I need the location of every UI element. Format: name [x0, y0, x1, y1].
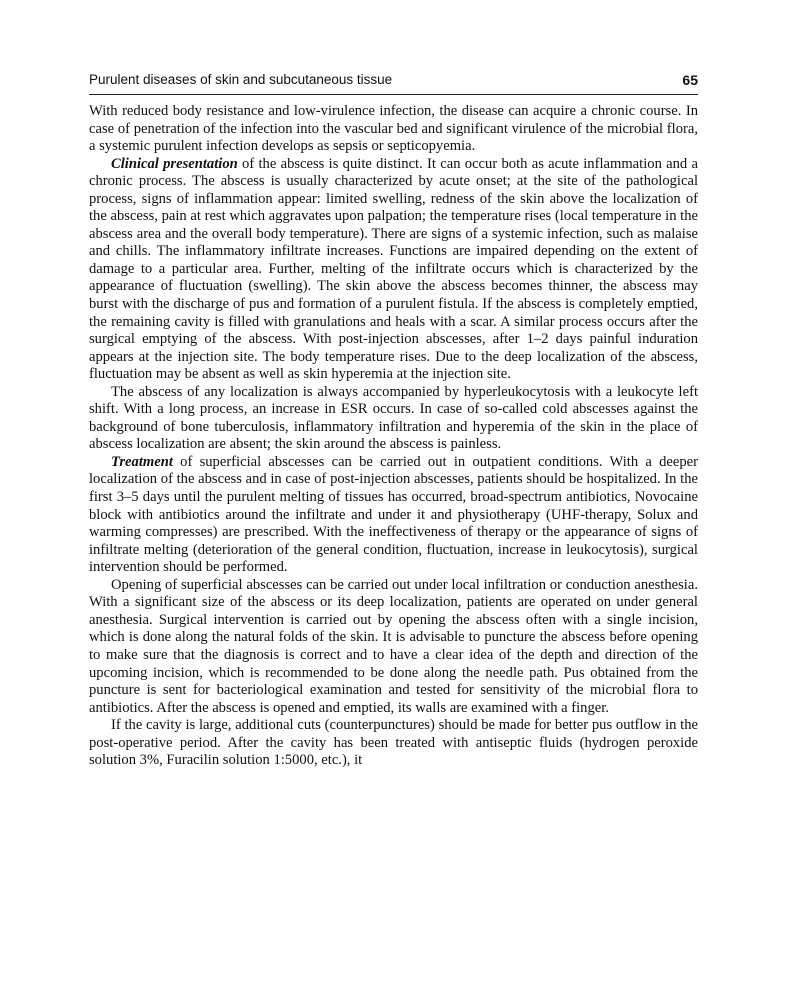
paragraph-text: of superficial abscesses can be carried out in outpatient conditions. With a deeper localization of the abscess and in case of post-injection abscesses, patients should be hospitalized. In the first 3–5 days until the purulent melting of tissues has occurred, broad-spectrum antibiotics, Novocaine block with antibiotics around the infiltrate and under it and physiotherapy (UHF-therapy, Solux and warming compresses) are prescribed. With the ineffectiveness of therapy or the appearance of signs of infiltrate melting (deterioration of the general condition, fluctuation, increase in leukocytosis), surgical intervention should be performed. [89, 453, 698, 576]
paragraph-cavity [89, 717, 698, 770]
paragraph-text: With reduced body resistance and low-virulence infection, the disease can acquire a chronic course. In case of penetration of the infection into the vascular bed and significant virulence of the microbial flora, a systemic purulent infection develops as sepsis or septicopyemia. [89, 103, 698, 155]
paragraph-text: Opening of superficial abscesses can be carried out under local infiltration or conduction anesthesia. With a significant size of the abscess or its deep localization, patients are operated on under general anesthesia. Surgical intervention is carried out by opening the abscess often with a single incision, which is done along the natural folds of the skin. It is advisable to puncture the abscess before opening to make sure that the diagnosis is correct and to have a clear idea of the depth and direction of the upcoming incision, which is recommended to be done along the needle path. Pus obtained from the puncture is sent for bacteriological examination and tested for sensitivity of the microbial flora to antibiotics. After the abscess is opened and emptied, its walls are examined with a finger. [89, 576, 698, 716]
paragraph-treatment [89, 454, 698, 577]
paragraph-text: If the cavity is large, additional cuts (counterpunctures) should be made for better pus outflow in the post-operative period. After the cavity has been treated with antiseptic fluids (hydrogen peroxide solution 3%, Furacilin solution 1:5000, etc.), it [89, 717, 698, 769]
paragraph-opening [89, 577, 698, 717]
page-number: 65 [682, 72, 698, 88]
paragraph-lead-heading: Clinical presentation [111, 155, 238, 172]
paragraph-localization [89, 384, 698, 454]
paragraph-text: The abscess of any localization is always accompanied by hyperleukocytosis with a leukocyte left shift. With a long process, an increase in ESR occurs. In case of so-called cold abscesses against the background of bone tuberculosis, inflammatory infiltration and hyperemia of the skin in the place of abscess localization are absent; the skin around the abscess is painless. [89, 383, 698, 453]
paragraph-lead-heading: Treatment [111, 453, 173, 470]
paragraph-clinical-presentation [89, 156, 698, 384]
header-rule [89, 94, 698, 95]
body-text [89, 103, 698, 770]
running-head-title: Purulent diseases of skin and subcutaneous tissue [89, 72, 393, 87]
paragraph-text: of the abscess is quite distinct. It can occur both as acute inflammation and a chronic process. The abscess is usually characterized by acute onset; at the site of the pathological process, signs of inflammation appear: limited swelling, redness of the skin above the localization of the abscess, pain at rest which aggravates upon palpation; the temperature rises (local temperature in the abscess area and the overall body temperature). There are signs of a systemic infection, such as malaise and chills. The inflammatory infiltrate increases. Functions are impaired depending on the extent of damage to a particular area. Further, melting of the infiltrate occurs which is characterized by the appearance of fluctuation (swelling). The skin above the abscess becomes thinner, the abscess may burst with the discharge of pus and formation of a purulent fistula. If the abscess is completely emptied, the remaining cavity is filled with granulations and heals with a scar. A similar process occurs after the surgical emptying of the abscess. With post-injection abscesses, after 1–2 days painful induration appears at the injection site. The body temperature rises. Due to the deep localization of the abscess, fluctuation may be absent as well as skin hyperemia at the injection site. [89, 155, 698, 383]
paragraph-chronic-course [89, 103, 698, 156]
